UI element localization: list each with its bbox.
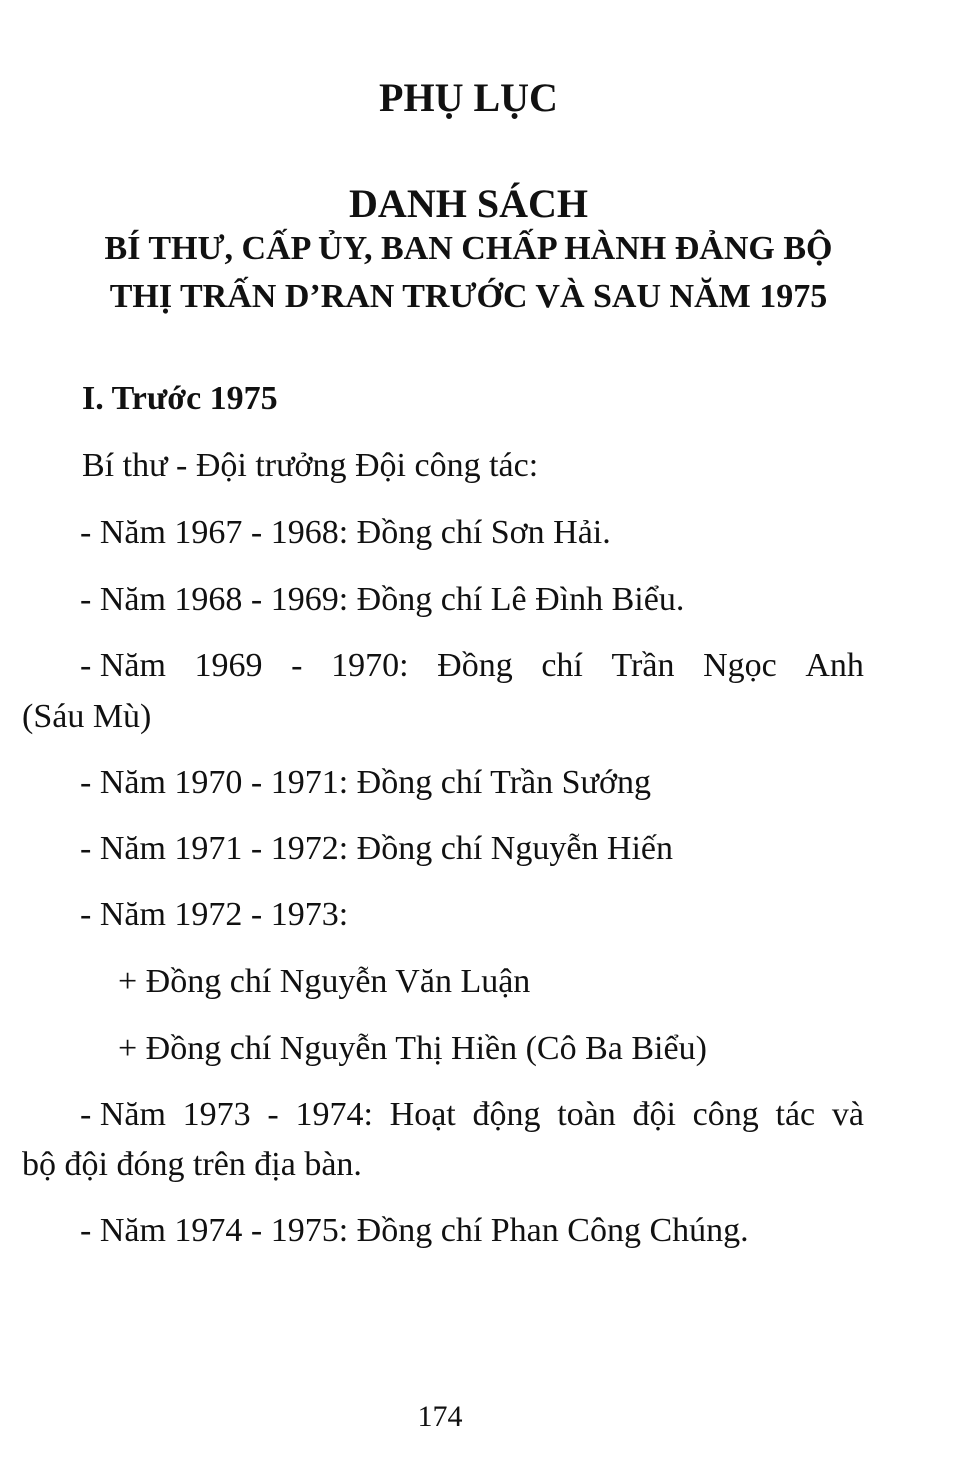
word: - xyxy=(291,647,303,684)
word: động xyxy=(472,1096,541,1133)
list-item-1972: - Năm 1972 - 1973: xyxy=(80,896,349,933)
word: tác xyxy=(775,1096,816,1133)
word: công xyxy=(692,1096,759,1133)
subtitle-line-2: THỊ TRẤN D’RAN TRƯỚC VÀ SAU NĂM 1975 xyxy=(109,278,828,315)
word: - Năm xyxy=(80,1096,166,1133)
subtitle-line-1: BÍ THƯ, CẤP ỦY, BAN CHẤP HÀNH ĐẢNG BỘ xyxy=(104,230,833,267)
list-item-1967: - Năm 1967 - 1968: Đồng chí Sơn Hải. xyxy=(80,514,611,551)
list-item-1974: - Năm 1974 - 1975: Đồng chí Phan Công Chúng. xyxy=(80,1212,749,1249)
word: 1973 xyxy=(182,1096,251,1133)
list-item-1968: - Năm 1968 - 1969: Đồng chí Lê Đình Biểu. xyxy=(80,581,685,618)
list-item-1973-continuation: bộ đội đóng trên địa bàn. xyxy=(22,1146,362,1183)
sub-item-2: + Đồng chí Nguyễn Thị Hiền (Cô Ba Biểu) xyxy=(118,1030,707,1067)
list-item-1971: - Năm 1971 - 1972: Đồng chí Nguyễn Hiến xyxy=(80,830,674,867)
list-title: DANH SÁCH xyxy=(349,181,588,226)
word: Ngọc xyxy=(703,647,777,684)
word: - xyxy=(267,1096,279,1133)
word: và xyxy=(831,1096,864,1133)
page-number: 174 xyxy=(417,1400,463,1433)
section-heading: I. Trước 1975 xyxy=(82,380,278,417)
list-item-1970: - Năm 1970 - 1971: Đồng chí Trần Sướng xyxy=(80,764,651,801)
list-item-1973 xyxy=(80,1096,864,1134)
word: đội xyxy=(632,1096,676,1133)
word: chí xyxy=(541,647,583,684)
list-item-1969 xyxy=(80,647,864,685)
word: 1974: xyxy=(295,1096,373,1133)
word: toàn xyxy=(557,1096,616,1133)
list-item-1969-continuation: (Sáu Mù) xyxy=(22,698,152,735)
word: 1970: xyxy=(331,647,409,684)
word: Trần xyxy=(611,647,675,684)
intro-line: Bí thư - Đội trưởng Đội công tác: xyxy=(82,447,539,484)
word: Đồng xyxy=(437,647,513,684)
word: - Năm xyxy=(80,647,166,684)
word: 1969 xyxy=(194,647,263,684)
sub-item-1: + Đồng chí Nguyễn Văn Luận xyxy=(118,963,531,1000)
word: Anh xyxy=(805,647,864,684)
word: Hoạt xyxy=(389,1096,456,1133)
appendix-title: PHỤ LỤC xyxy=(379,75,558,120)
